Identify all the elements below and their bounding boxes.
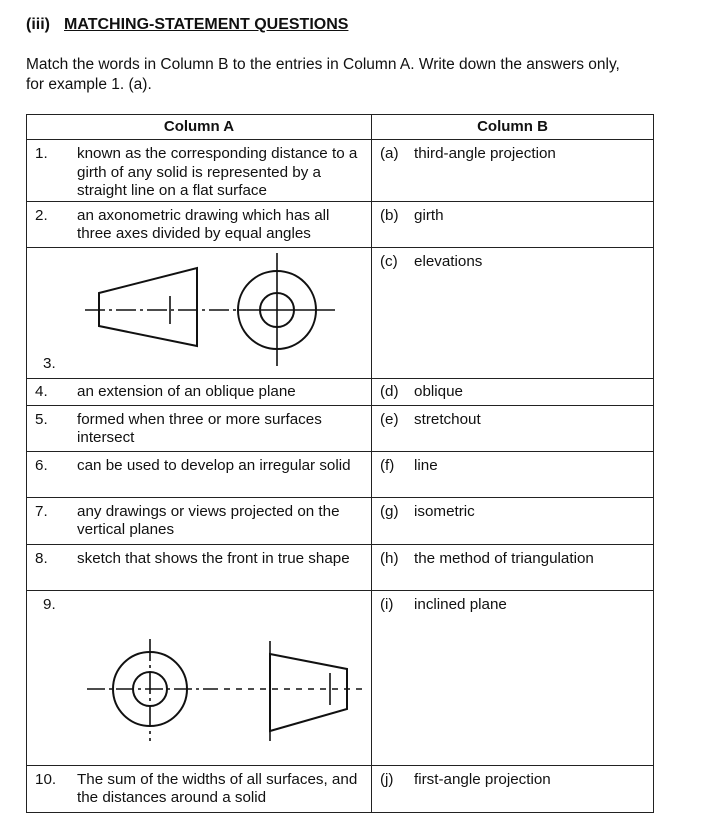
row-number: 2. (35, 206, 48, 224)
column-b-text: girth (414, 206, 444, 224)
row-number: 3. (43, 355, 56, 372)
column-b-text: the method of triangulation (414, 549, 594, 567)
column-b-text: isometric (414, 502, 475, 520)
row-number: 1. (35, 145, 48, 162)
column-b-text: first-angle projection (414, 770, 551, 788)
column-b-header: Column B (372, 115, 654, 140)
section-number: (iii) (26, 16, 50, 33)
column-a-text: an extension of an oblique plane (77, 382, 296, 400)
row-letter: (f) (380, 456, 395, 474)
row-number: 5. (35, 410, 48, 428)
table-row (27, 451, 654, 497)
table-row (27, 497, 654, 544)
matching-table (26, 114, 654, 813)
column-a-text: any drawings or views projected on the vertical planes (77, 502, 340, 538)
column-b-text: oblique (414, 382, 463, 400)
row-number: 7. (35, 502, 48, 520)
row-letter: (c) (380, 252, 398, 270)
trapezoid-view (270, 654, 347, 731)
row-letter: (e) (380, 410, 399, 428)
column-a-text: known as the corresponding distance to a girth of any solid is represented by a straight line on a flat surface (77, 145, 358, 199)
column-b-text: inclined plane (414, 595, 507, 613)
row-letter: (i) (380, 595, 394, 613)
row-letter: (g) (380, 502, 399, 520)
trapezoid-view (99, 268, 197, 346)
column-a-text: The sum of the widths of all surfaces, and the distances around a solid (77, 770, 358, 806)
table-row (27, 247, 654, 378)
row-letter: (d) (380, 382, 399, 400)
row-letter: (h) (380, 549, 399, 567)
section-heading (26, 16, 348, 34)
row-number: 6. (35, 456, 48, 474)
table-row (27, 590, 654, 765)
table-row (27, 201, 654, 247)
row-letter: (b) (380, 206, 399, 224)
column-a-text: an axonometric drawing which has all three axes divided by equal angles (77, 206, 330, 242)
column-a-header: Column A (27, 115, 372, 140)
column-a-text: formed when three or more surfaces intersect (77, 410, 322, 446)
row-number: 4. (35, 382, 48, 400)
table-row (27, 544, 654, 590)
row-letter: (j) (380, 770, 394, 788)
column-b-text: line (414, 456, 438, 474)
projection-drawing-9 (27, 591, 371, 765)
row-number: 10. (35, 770, 57, 788)
section-title: MATCHING-STATEMENT QUESTIONS (64, 16, 349, 33)
column-a-text: can be used to develop an irregular solid (77, 456, 351, 474)
column-a-text: sketch that shows the front in true shape (77, 549, 350, 567)
table-row (27, 140, 654, 202)
header-row (27, 115, 654, 140)
instructions: Match the words in Column B to the entries in Column A. Write down the answers only, for example 1. (a). (26, 56, 620, 93)
column-b-text: stretchout (414, 410, 481, 428)
row-number: 9. (43, 595, 56, 613)
table-row (27, 765, 654, 812)
column-b-text: elevations (414, 252, 483, 270)
table-row (27, 405, 654, 451)
table-row (27, 378, 654, 405)
row-number: 8. (35, 549, 48, 567)
row-letter: (a) (380, 145, 399, 162)
column-b-text: third-angle projection (414, 145, 556, 162)
